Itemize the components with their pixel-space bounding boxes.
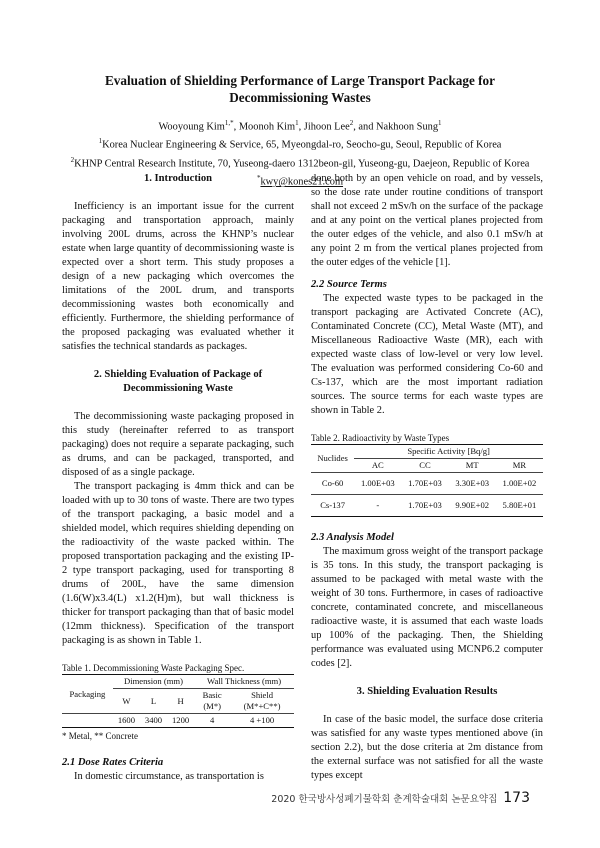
t1-shield-label: Shield <box>251 690 274 700</box>
section-3-paragraph: In case of the basic model, the surface dose criteria was satisfied for any waste types mentioned above (in section 2.2), but the dose criteria at 2m distance from the external surface was not satisfied for all the waste types except <box>311 714 543 781</box>
section-2-1-heading: 2.1 Dose Rates Criteria <box>62 757 164 768</box>
t1-row-label: Packaging <box>62 675 113 714</box>
author-3-sup: 2 <box>349 119 354 127</box>
t2-nuclides-header: Nuclides <box>311 445 354 473</box>
t1-val-basic: 4 <box>194 714 230 728</box>
left-column <box>62 172 294 784</box>
t2-cell: 1.70E+03 <box>401 495 448 517</box>
author-4-sup: 1 <box>438 119 442 127</box>
t1-wall-header: Wall Thickness (mm) <box>194 675 294 689</box>
table-row <box>311 473 543 495</box>
t1-val-shield: 4 +100 <box>230 714 294 728</box>
t1-col-basic <box>194 689 230 714</box>
t1-col-l: L <box>140 689 167 714</box>
section-2-heading-line1: 2. Shielding Evaluation of Package of <box>93 369 263 380</box>
t2-col-ac: AC <box>354 459 401 473</box>
table-1-note: * Metal, ** Concrete <box>62 731 138 741</box>
t1-dim-header: Dimension (mm) <box>113 675 194 689</box>
author-3: , Jihoon Lee <box>298 121 350 133</box>
section-2-paragraph-2: The transport packaging is 4mm thick and can be loaded with up to 30 tons of waste. There are two types of the transport packaging, a basic model and a shielded model, which requires shielding depending on the radioactivity of the waste packed within. The proposed transportation packaging and the existing IP-2 type transport packaging, used for transporting 8 drums of 200L, have the same dimension (1.6(W)x3.4(L) x1.2(H)m), but wall thickness is thicker for transport packaging than that of basic model (12mm thickness). Specification of the transport packaging is as shown in Table 1. <box>62 481 294 646</box>
footer-text: 2020 한국방사성폐기물학회 춘계학술대회 논문요약집 <box>271 794 498 805</box>
t2-cell: 3.30E+03 <box>449 473 496 495</box>
section-3-heading: 3. Shielding Evaluation Results <box>356 686 498 697</box>
section-2-3-heading: 2.3 Analysis Model <box>311 532 394 543</box>
t2-cell: 9.90E+02 <box>449 495 496 517</box>
section-2-heading-line2: Decommissioning Waste <box>123 383 233 394</box>
section-1-heading: 1. Introduction <box>143 173 213 184</box>
t1-col-shield <box>230 689 294 714</box>
table-2-caption: Table 2. Radioactivity by Waste Types <box>311 433 450 443</box>
table-row <box>311 495 543 517</box>
affil-2-sup: 2 <box>70 155 75 164</box>
section-2-1-paragraph-start: In domestic circumstance, as transportation is <box>74 771 264 782</box>
right-column <box>311 172 543 783</box>
section-1-paragraph: Inefficiency is an important issue for the current packaging and transportation approach, mainly involving 200L drums, across the KHNP’s nuclear estate when large quantity of decommissioning waste is expected over a short term. This study proposes a design of a new packaging which overcomes the limitations of the 200L drum, and transports decommissioning wastes both economically and efficiently. Furthermore, the shielding performance of the proposed packaging was evaluated whether it satisfies the technical standards as packages. <box>62 201 294 352</box>
section-2-2-paragraph: The expected waste types to be packaged in the transport packaging are Activated Concrete (AC), Contaminated Concrete (CC), Metal Waste (MT), and Miscellaneous Radioactive Waste (MR), each with expected waste class of low-level or very low level. The evaluation was performed considering Co-60 and Cs-137, which are the most important radiation sources. The source terms for each waste types are shown in Table 2. <box>311 293 543 416</box>
t2-col-cc: CC <box>401 459 448 473</box>
t1-basic-sub: (M*) <box>203 701 221 711</box>
t2-cell: 1.70E+03 <box>401 473 448 495</box>
t2-cell: - <box>354 495 401 517</box>
table-1 <box>62 674 294 728</box>
t2-col-mt: MT <box>449 459 496 473</box>
t1-val-w: 1600 <box>113 714 140 728</box>
t1-col-w: W <box>113 689 140 714</box>
author-1: Wooyoung Kim <box>158 121 225 133</box>
affiliation-1 <box>40 134 560 152</box>
t2-cell: 1.00E+02 <box>496 473 543 495</box>
table-1-caption: Table 1. Decommissioning Waste Packaging Spec. <box>62 663 245 673</box>
affil-1-sup: 1 <box>98 137 103 146</box>
section-2-2-heading: 2.2 Source Terms <box>311 279 387 290</box>
author-4: , and Nakhoon Sung <box>353 121 439 133</box>
t2-cell: 5.80E+01 <box>496 495 543 517</box>
author-names <box>40 116 560 134</box>
t1-val-h: 1200 <box>167 714 194 728</box>
t2-sa-header: Specific Activity [Bq/g] <box>354 445 543 459</box>
t2-row-name: Cs-137 <box>311 495 354 517</box>
page-number: 173 <box>503 790 530 806</box>
table-2 <box>311 444 543 517</box>
paper-title: Evaluation of Shielding Performance of Large Transport Package for Decommissioning Wastes <box>105 73 495 105</box>
email-link[interactable]: kwy@kones21.com <box>260 176 344 188</box>
t2-col-mr: MR <box>496 459 543 473</box>
section-2-paragraph-1: The decommissioning waste packaging proposed in this study (hereinafter referred to as transport packaging) does not require a separate packaging, such as drums, and can be packaged, transported, and disposed of as a single package. <box>62 411 294 478</box>
author-2-sup: 1 <box>295 119 299 127</box>
t1-basic-label: Basic <box>202 690 222 700</box>
affil-2-text: KHNP Central Research Institute, 70, Yuseong-daero 1312beon-gil, Yuseong-gu, Daejeon, Republic of Korea <box>74 158 530 170</box>
section-2-3-paragraph: The maximum gross weight of the transport package is 35 tons. In this study, the transport packaging is assumed to be packaged with metal waste with the weight of 30 tons. Furthermore, in cases of radioactive concrete, contaminated concrete, and miscellaneous radioactive waste, it is assumed that each waste loads up 100% of the packaging. Then, the Shielding performance was evaluated using MCNP6.2 computer codes [2]. <box>311 546 543 669</box>
t2-cell: 1.00E+03 <box>354 473 401 495</box>
section-2-1-paragraph-cont: done both by an open vehicle on road, and by vessels, so the dose rate under routine conditions of transport shall not exceed 2 mSv/h on the surface of the package and at any point on the vertical planes projected from the outer edges of the vehicle, and also 0.1 mSv/h at any point 2 m from the vertical planes projected from the outer edges of the vehicle [1]. <box>311 173 543 268</box>
t1-shield-sub: (M*+C**) <box>243 701 281 711</box>
author-1-sup: 1,* <box>224 119 234 127</box>
t2-row-name: Co-60 <box>311 473 354 495</box>
author-2: , Moonoh Kim <box>233 121 296 133</box>
email-sup: * <box>256 174 261 183</box>
t1-val-l: 3400 <box>140 714 167 728</box>
affiliation-2 <box>40 153 560 171</box>
t1-col-h: H <box>167 689 194 714</box>
affil-1-text: Korea Nuclear Engineering & Service, 65, Myeongdal-ro, Seocho-gu, Seoul, Republic of Korea <box>102 139 502 151</box>
page-footer <box>271 790 530 806</box>
